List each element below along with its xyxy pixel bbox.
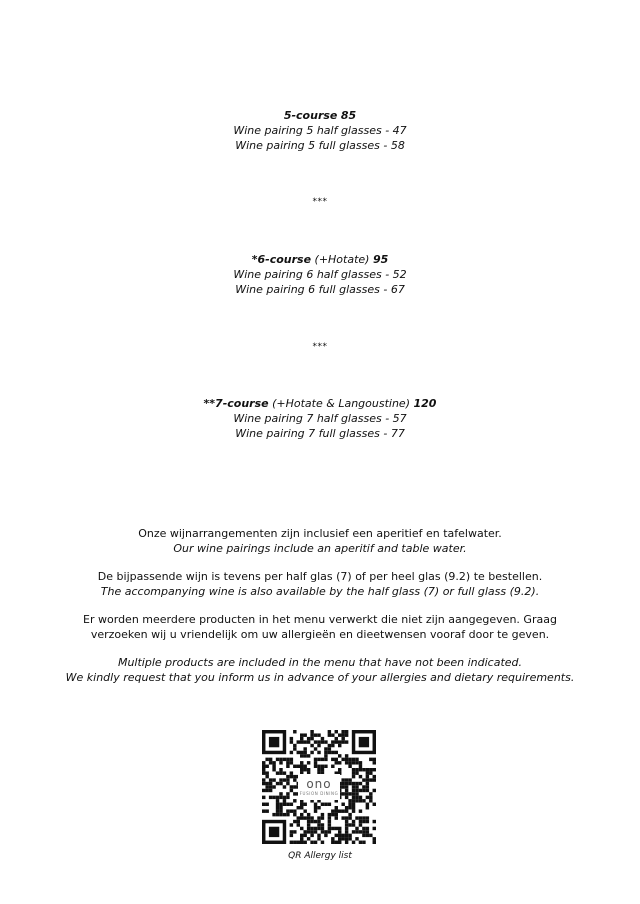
course-price: 120 (413, 397, 437, 410)
course-note: (+Hotate) (314, 253, 370, 266)
course-title-7 (0, 396, 640, 411)
glass-note-en: The accompanying wine is also available by the half glass (7) or full glass (9.2). (100, 585, 540, 598)
separator: *** (312, 342, 328, 352)
course-price: 95 (372, 253, 389, 266)
allergy-qr-code[interactable] (262, 730, 376, 844)
pairing-line: Wine pairing 7 half glasses - 57 (233, 412, 407, 425)
qr-logo (298, 774, 340, 800)
allergy-note-en-1: Multiple products are included in the menu that have not been indicated. (117, 656, 523, 669)
course-prefix: * (251, 253, 258, 266)
course-price: 85 (340, 109, 357, 122)
course-note: (+Hotate & Langoustine) (272, 397, 410, 410)
course-title-5 (0, 108, 640, 123)
pairing-line: Wine pairing 6 full glasses - 67 (235, 283, 405, 296)
pairing-note-nl: Onze wijnarrangementen zijn inclusief een aperitief en tafelwater. (138, 527, 502, 540)
qr-logo-text: ono (306, 777, 332, 791)
pairing-line: Wine pairing 7 full glasses - 77 (235, 427, 405, 440)
allergy-note-nl-2: verzoeken wij u vriendelijk om uw allergieën en dieetwensen vooraf door te geven. (90, 628, 550, 641)
qr-logo-subtext: FUSION DINING (299, 791, 339, 796)
course-name: 5-course (283, 109, 338, 122)
pairing-line: Wine pairing 5 full glasses - 58 (235, 139, 405, 152)
allergy-note-en-2: We kindly request that you inform us in advance of your allergies and dietary requirements. (65, 671, 575, 684)
pairing-line: Wine pairing 6 half glasses - 52 (233, 268, 407, 281)
glass-note-nl: De bijpassende wijn is tevens per half glas (7) of per heel glas (9.2) te bestellen. (97, 570, 543, 583)
allergy-note-nl-1: Er worden meerdere producten in het menu verwerkt die niet zijn aangegeven. Graag (83, 613, 557, 626)
qr-caption: QR Allergy list (288, 851, 352, 861)
pairing-line: Wine pairing 5 half glasses - 47 (233, 124, 407, 137)
course-name: 7-course (215, 397, 269, 410)
course-title-6 (0, 252, 640, 267)
course-name: 6-course (257, 253, 312, 266)
pairing-note-en: Our wine pairings include an aperitif and table water. (173, 542, 467, 555)
course-prefix: ** (203, 397, 216, 410)
separator: *** (312, 197, 328, 207)
